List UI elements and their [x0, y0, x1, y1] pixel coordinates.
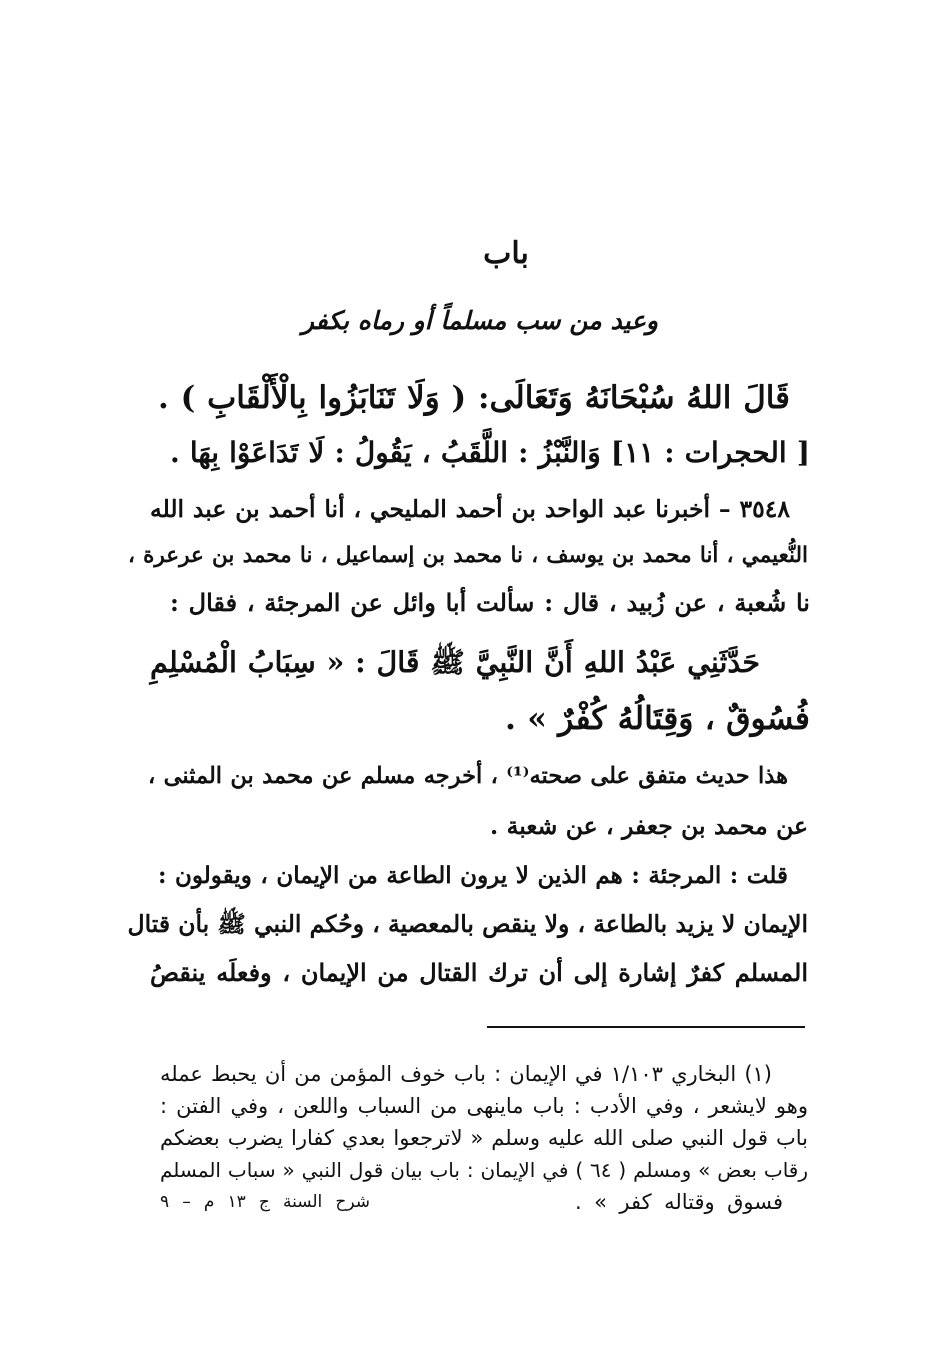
verse-line: قَالَ اللهُ سُبْحَانَهُ وَتَعَالَى: ( وَلَا تَنَابَزُوا بِالْأَلْقَابِ ) . — [158, 380, 790, 416]
takhrij-line: عن محمد بن جعفر ، عن شعبة . — [490, 812, 808, 840]
isnad-line: ٣٥٤٨ – أخبرنا عبد الواحد بن أحمد المليحي ، أنا أحمد بن عبد الله — [150, 495, 790, 523]
footnote-line: (١) البخاري ١/١٠٣ في الإيمان : باب خوف المؤمن من أن يحبط عمله — [160, 1062, 772, 1086]
isnad-line: نا شُعبة ، عن زُبيد ، قال : سألت أبا وائل عن المرجئة ، فقال : — [170, 588, 810, 617]
hadith-line: حَدَّثَنِي عَبْدُ اللهِ أَنَّ النَّبِيَّ ﷺ قَالَ : « سِبَابُ الْمُسْلِمِ — [150, 645, 760, 679]
footnote-separator — [487, 1026, 805, 1028]
commentary-line: قلت : المرجئة : هم الذين لا يرون الطاعة من الإيمان ، ويقولون : — [158, 862, 788, 889]
commentary-line: الإيمان لا يزيد بالطاعة ، ولا ينقص بالمعصية ، وحُكم النبي ﷺ بأن قتال — [127, 910, 808, 938]
commentary-line: المسلم كفرٌ إشارة إلى أن ترك القتال من الإيمان ، وفعلَه ينقصُ — [150, 958, 808, 987]
isnad-line: النُّعيمي ، أنا محمد بن يوسف ، نا محمد بن إسماعيل ، نا محمد بن عرعرة ، — [128, 543, 808, 568]
signature-line: شرح السنة ج ١٣ م – ٩ — [160, 1192, 370, 1212]
takhrij-line: هذا حديث متفق على صحته⁽¹⁾ ، أخرجه مسلم عن محمد بن المثنى ، — [148, 763, 788, 789]
footnote-line: فسوق وقتاله كفر » . — [575, 1190, 783, 1214]
chapter-heading: باب — [483, 236, 529, 271]
section-title: وعيد من سب مسلماً أو رماه بكفر — [301, 306, 659, 335]
footnote-line: رقاب بعض » ومسلم ( ٦٤ ) في الإيمان : باب بيان قول النبي « سباب المسلم — [160, 1158, 809, 1182]
verse-line: [ الحجرات : ١١] وَالنَّبْزُ : اللَّقَبُ ، يَقُولُ : لَا تَدَاعَوْا بِهَا . — [170, 436, 810, 469]
footnote-line: وهو لايشعر ، وفي الأدب : باب ماينهى من السباب واللعن ، وفي الفتن : — [160, 1094, 808, 1118]
hadith-line: فُسُوقٌ ، وَقِتَالُهُ كُفْرٌ » . — [505, 700, 810, 737]
footnote-line: باب قول النبي صلى الله عليه وسلم « لاترجعوا بعدي كفارا يضرب بعضكم — [160, 1126, 808, 1150]
